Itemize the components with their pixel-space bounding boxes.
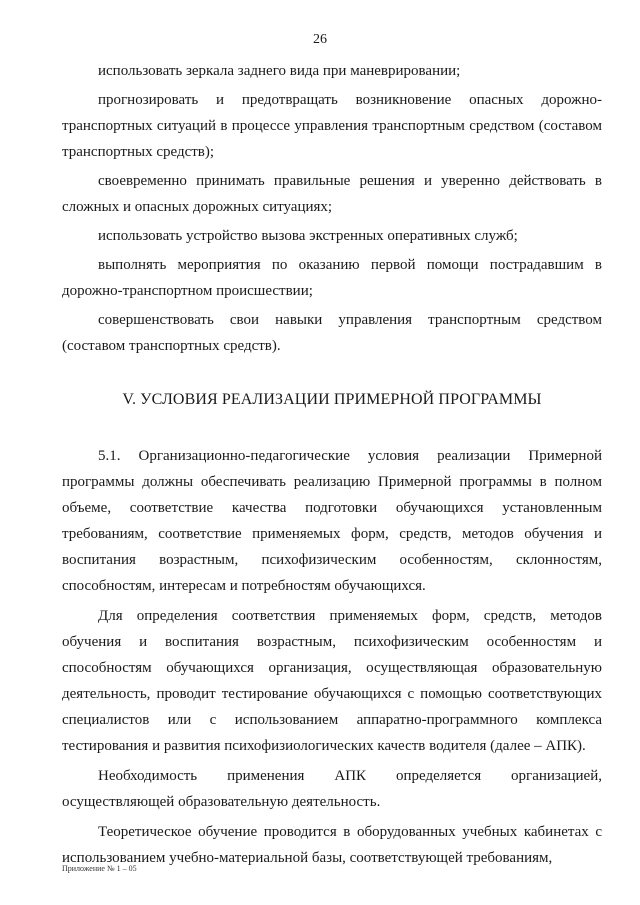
list-item: использовать зеркала заднего вида при маневрировании;: [98, 63, 461, 79]
list-item: прогнозировать и предотвращать возникновение опасных дорожно-транспортных ситуаций в процессе управления транспортным средством (составом транспортных средств);: [62, 92, 602, 160]
list-item: выполнять мероприятия по оказанию первой помощи пострадавшим в дорожно-транспортном происшествии;: [62, 257, 602, 299]
body-paragraph: Для определения соответствия применяемых форм, средств, методов обучения и воспитания возрастным, психофизическим особенностям и способностям обучающихся организация, осуществляющая образовательную деятельность, проводит тестирование обучающихся с помощью соответствующих специалистов или с использованием аппаратно-программного комплекса тестирования и развития психофизиологических качеств водителя (далее – АПК).: [62, 608, 602, 754]
section-heading: V. УСЛОВИЯ РЕАЛИЗАЦИИ ПРИМЕРНОЙ ПРОГРАММЫ: [122, 391, 542, 408]
body-paragraph: Необходимость применения АПК определяется организацией, осуществляющей образовательную деятельность.: [62, 768, 602, 810]
page-content: [62, 58, 602, 875]
body-paragraph: Теоретическое обучение проводится в оборудованных учебных кабинетах с использованием учебно-материальной базы, соответствующей требованиям,: [62, 824, 602, 866]
page-footer: Приложение № 1 – 05: [62, 864, 137, 873]
list-item: своевременно принимать правильные решения и уверенно действовать в сложных и опасных дорожных ситуациях;: [62, 173, 602, 215]
body-paragraph: 5.1. Организационно-педагогические условия реализации Примерной программы должны обеспечивать реализацию Примерной программы в полном объеме, соответствие качества подготовки обучающихся установленным требованиям, соответствие применяемых форм, средств, методов обучения и воспитания возрастным, психофизическим особенностям, склонностям, способностям, интересам и потребностям обучающихся.: [62, 448, 602, 594]
list-item: совершенствовать свои навыки управления транспортным средством (составом транспортных средств).: [62, 312, 602, 354]
page-number: 26: [313, 32, 327, 47]
list-item: использовать устройство вызова экстренных оперативных служб;: [98, 228, 518, 244]
